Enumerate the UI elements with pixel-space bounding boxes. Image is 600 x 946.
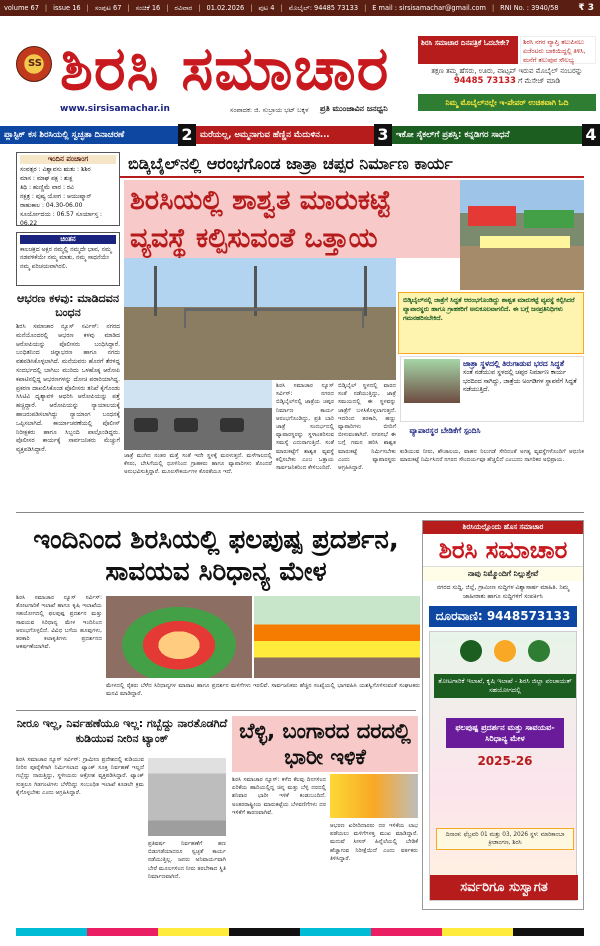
gold-bars-photo — [330, 774, 418, 818]
section-divider — [16, 512, 584, 513]
poster-event: ಫಲಪುಷ್ಪ ಪ್ರದರ್ಶನ ಮತ್ತು ಸಾವಯವ-ಸಿರಿಧಾನ್ಯ ಮೇಳ — [446, 718, 564, 748]
ad-subtitle: ನಾವು ನಿಮ್ಮೊಂದಿಗೆ ನಿಲ್ಲುತ್ತೇವೆ — [423, 567, 583, 581]
theft-story — [16, 292, 120, 502]
market-kicker: ಬಿಡ್ಕಿಬೈಲ್‌ನಲ್ಲಿ ಆರಂಭಗೊಂಡ ಜಾತ್ರಾ ಚಪ್ಪರ ನಿರ್ಮಾಣ ಕಾರ್ಯ — [120, 150, 584, 178]
newspaper-title: ಶಿರಸಿ ಸಮಾಚಾರ — [60, 34, 390, 104]
water-tank-headline: ನೀರೂ ಇಲ್ಲ, ನಿರ್ವಹಣೆಯೂ ಇಲ್ಲ: ಗಬ್ಬೆದ್ದು ನಾರತೊಡಗಿದೆ ಕುಡಿಯುವ ನೀರಿನ ಟ್ಯಾಂಕ್ — [16, 717, 228, 745]
print-color-strip — [16, 928, 584, 936]
gold-headline: ಬೆಳ್ಳಿ, ಬಂಗಾರದ ದರದಲ್ಲಿ ಭಾರೀ ಇಳಿಕೆ — [232, 716, 418, 772]
teaser-page-4[interactable]: ಇಕೋ ಸೈಕಲ್‌ಗೆ ಪ್ರಶಸ್ತಿ: ಕನ್ನಡಿಗರ ಸಾಧನೆ 4 — [392, 124, 600, 146]
newspaper-ad — [422, 520, 584, 910]
water-tank-body-2: ಪ್ರತಿವರ್ಷ ನಿರ್ವಹಣೆಗೆ ಹಣ ಬಿಡುಗಡೆಯಾದರೂ ಸ್ವಚ್ಛತೆ ಕಾರ್ಯ ನಡೆಯುತ್ತಿಲ್ಲ. ಜನರು ಅನಿವಾರ್ಯವಾಗಿ ಬೇರೆ ಮೂಲಗಳಿಂದ ನೀರು ತರಬೇಕಾದ ಸ್ಥಿತಿ ನಿರ್ಮಾಣವಾಗಿದೆ. — [148, 841, 226, 880]
whatsapp-signup: ತಕ್ಷಣ ತಮ್ಮ ಹೆಸರು, ಊರು, ವಾಟ್ಸಪ್ ಇರುವ ಮೊಬೈಲ್ ನಂಬರನ್ನು 94485 73133 ಗೆ ಮೆಸೇಜ್ ಮಾಡಿ — [431, 67, 583, 86]
epaper-banner: ನಿಮ್ಮ ಮೊಬೈಲ್‌ನಲ್ಲೇ ಇ-ಪೇಪರ್ ಉಚಿತವಾಗಿ ಓದಿ — [418, 94, 596, 111]
teaser-bar — [0, 124, 600, 146]
poster-dates: ದಿನಾಂಕ: ಫೆಬ್ರವರಿ 01 ಮತ್ತು 03, 2026 ಸ್ಥಳ: ಮಾರಿಕಾಂಬಾ ಕ್ರೀಡಾಂಗಣ, ಶಿರಸಿ — [436, 828, 574, 850]
website-link[interactable]: www.sirsisamachar.in — [60, 104, 170, 114]
price: ₹ 3 — [578, 3, 594, 13]
ad-top-strip: ಶಿರಸಿಯಲ್ಲೊಂದು ಹೊಸ ಸಮಾಚಾರ — [423, 521, 583, 534]
vendor-subhead: ವ್ಯಾಪಾರಸ್ಥರ ಬೇಡಿಕೆಗೆ ಸ್ಪಂದಿಸಿ — [409, 426, 481, 435]
whatsapp-number: 94485 73133 — [453, 76, 516, 86]
panchanga-title: ಇಂದಿನ ಪಂಚಾಂಗ — [20, 155, 116, 164]
theft-headline: ಆಭರಣ ಕಳವು: ಮಾಡಿದವನ ಬಂಧನ — [17, 292, 119, 319]
teaser-page-3[interactable]: ಮರೆಯಲ್ಲ, ಅಮ್ಮನಾಗುವ ಹೆಣ್ಣಿನ ಮೆದುಳಿನ... 3 — [196, 124, 392, 146]
weekday: ರವಿವಾರ — [174, 3, 193, 12]
market-body-1: ಶಿರಸಿ ಸಮಾಚಾರ ನ್ಯೂಸ್ ಸರ್ವಿಸ್: ನಗರದ ಬಿಡ್ಕಿಬೈಲ್‌ನಲ್ಲಿ ಜಾತ್ರೆಯ ಚಪ್ಪರ ನಿರ್ಮಾಣ ಕಾರ್ಯ ಆರಂಭಗೊಂಡಿದ್ದು, ಪ್ರತಿ ಬಾರಿ ಜಾತ್ರೆ ಸಂದರ್ಭದಲ್ಲಿ ವ್ಯಾಪಾರಸ್ಥರನ್ನು ಸ್ಥಳಾಂತರಿಸುವ ಸಮಸ್ಯೆ ಎದುರಾಗುತ್ತಿದೆ. ಸಂತೆ ಮಾರುಕಟ್ಟೆಗೆ ಶಾಶ್ವತ ವ್ಯವಸ್ಥೆ ಕಲ್ಪಿಸಬೇಕು ಎಂಬ ಒತ್ತಾಯ ಸಾರ್ವಜನಿಕರಿಂದ ಕೇಳಿಬಂದಿದೆ. — [276, 383, 334, 472]
editor-credit: ಸಂಪಾದಕ: ಜಿ. ಸುಬ್ರಾಯ ಭಟ್ ಬಕ್ಕಳ — [230, 106, 309, 114]
market-body-4: ಕುಡಿಯುವ ನೀರು, ಶೌಚಾಲಯ, ವಾಹನ ನಿಲುಗಡೆ ಸೇರಿದಂತೆ ಅಗತ್ಯ ವ್ಯವಸ್ಥೆಗಳೊಂದಿಗೆ ಆಧುನಿಕ ಮಾರುಕಟ್ಟೆ ನಿರ್ಮಿಸಿದರೆ ನಗರದ ಸೌಂದರ್ಯವೂ ಹೆಚ್ಚಲಿದೆ ಎಂಬುದು ನಾಗರಿಕರ ಅಭಿಪ್ರಾಯ. — [400, 449, 584, 464]
market-body-2: ಬಿಡ್ಕಿಬೈಲ್ ಸ್ಥಳದಲ್ಲಿ ವಾರದ ಸಂತೆ ನಡೆಯುತ್ತಿದ್ದು, ಜಾತ್ರೆ ಸಮಯದಲ್ಲಿ ಈ ಸ್ಥಳವನ್ನು ಜಾತ್ರೆಗೆ ಬಳಸಿಕೊಳ್ಳಲಾಗುತ್ತದೆ. ಇದರಿಂದ ತರಕಾರಿ, ಹಣ್ಣು ವ್ಯಾಪಾರಿಗಳು ಬೀದಿಗೆ ಬೀಳುವಂತಾಗಿದೆ. ನಗರಸಭೆ ಈ ಬಗ್ಗೆ ಗಮನ ಹರಿಸಿ ಶಾಶ್ವತ ಮಾರುಕಟ್ಟೆ ನಿರ್ಮಿಸಬೇಕು ಎಂದು ವ್ಯಾಪಾರಸ್ಥರು ಆಗ್ರಹಿಸಿದ್ದಾರೆ. — [338, 383, 396, 472]
page-count: ಪುಟ 4 — [258, 3, 275, 12]
volume: volume 67 — [4, 4, 39, 12]
newspaper-logo-icon: SS — [16, 46, 52, 82]
tagline: ಪ್ರತಿ ಮುಂಜಾವಿನ ಜನಧ್ವನಿ — [320, 104, 388, 113]
thought-title: ಚಿಂತನ — [20, 235, 116, 244]
section-divider-2 — [16, 710, 416, 711]
fair-headline: ಇಂದಿನಿಂದ ಶಿರಸಿಯಲ್ಲಿ ಫಲಪುಷ್ಪ ಪ್ರದರ್ಶನ, ಸಾವಯವ ಸಿರಿಧಾನ್ಯ ಮೇಳ — [33, 525, 399, 587]
delivery-promo: ಶಿರಸಿ ನಗರ ವ್ಯಾಪ್ತಿ ತಲುಪಿಸಲು ಏಜೆಂಟರು ಬಾಕಿಯಿದ್ದಲ್ಲಿ ತಿಳಿಸಿ, ಮನೆಗೆ ತಲುಪುವ ಸೌಲಭ್ಯ — [520, 36, 596, 64]
poster-banner: ತೋಟಗಾರಿಕೆ ಇಲಾಖೆ, ಕೃಷಿ ಇಲಾಖೆ - ಶಿರಸಿ ಜಿಲ್ಲಾ ಪಂಚಾಯತ್ ಸಹಯೋಗದಲ್ಲಿ — [434, 674, 576, 698]
parked-bikes-photo — [124, 380, 272, 450]
sanchike: ಸಂಚಿಕೆ 16 — [135, 3, 161, 12]
rni-number: RNI No. : 3940/58 — [500, 4, 559, 12]
market-headline: ಶಿರಸಿಯಲ್ಲಿ ಶಾಶ್ವತ ಮಾರುಕಟ್ಟೆ ವ್ಯವಸ್ಥೆ ಕಲ್ಪಿಸುವಂತೆ ಒತ್ತಾಯ — [124, 180, 460, 258]
stall-subhead: ಜಾತ್ರಾ ಸ್ಥಳದಲ್ಲಿ ತಿರುಗಾಡುವ ಭರದ ಸಿದ್ಧತೆ — [463, 359, 565, 368]
poster-year: 2025-26 — [477, 754, 533, 768]
water-tank-photo — [148, 758, 226, 836]
samputa: ಸಂಪುಟ 67 — [94, 3, 122, 12]
issue: issue 16 — [53, 4, 81, 12]
theft-body: ಶಿರಸಿ ಸಮಾಚಾರ ನ್ಯೂಸ್ ಸರ್ವಿಸ್: ನಗರದ ಮನೆಯೊಂದರಲ್ಲಿ ಆಭರಣ ಕಳವು ಮಾಡಿದ ಆರೋಪಿಯನ್ನು ಪೊಲೀಸರು ಬಂಧಿಸಿದ್ದಾರೆ. ಬಂಧಿತನಿಂದ ಚಿನ್ನಾಭರಣ ಹಾಗೂ ನಗದು ವಶಪಡಿಸಿಕೊಳ್ಳಲಾಗಿದೆ. ಮನೆಯವರು ಹೊರಗೆ ತೆರಳಿದ್ದ ಸಂದರ್ಭದಲ್ಲಿ ಬಾಗಿಲು ಮುರಿದು ಒಳಹೊಕ್ಕ ಆರೋಪಿ ಕಪಾಟಿನಲ್ಲಿದ್ದ ಆಭರಣಗಳನ್ನು ದೋಚಿ ಪರಾರಿಯಾಗಿದ್ದ. ಪ್ರಕರಣ ದಾಖಲಿಸಿಕೊಂಡ ಪೊಲೀಸರು ತನಿಖೆ ಕೈಗೊಂಡು ಸಿಸಿಟಿವಿ ದೃಶ್ಯಾವಳಿ ಆಧರಿಸಿ ಆರೋಪಿಯನ್ನು ಪತ್ತೆ ಹಚ್ಚಿದ್ದಾರೆ. ಆರೋಪಿಯನ್ನು ನ್ಯಾಯಾಲಯಕ್ಕೆ ಹಾಜರುಪಡಿಸಲಾಗಿದ್ದು ನ್ಯಾಯಾಂಗ ಬಂಧನಕ್ಕೆ ಒಪ್ಪಿಸಲಾಗಿದೆ. ಕಾರ್ಯಾಚರಣೆಯಲ್ಲಿ ಪೊಲೀಸ್ ನಿರೀಕ್ಷಕರು ಹಾಗೂ ಸಿಬ್ಬಂದಿ ಪಾಲ್ಗೊಂಡಿದ್ದರು. ಪೊಲೀಸರ ಕಾರ್ಯಕ್ಕೆ ಸಾರ್ವಜನಿಕರು ಮೆಚ್ಚುಗೆ ವ್ಯಕ್ತಪಡಿಸಿದ್ದಾರೆ. — [16, 323, 120, 454]
mobile-number: ಮೊಬೈಲ್: 94485 73133 — [288, 3, 359, 12]
ad-title: ಶಿರಸಿ ಸಮಾಚಾರ — [423, 534, 583, 567]
subscription-promo: ಶಿರಸಿ ಸಮಾಚಾರ ದಿನಪತ್ರಿಕೆ ಓದಬೇಕೇ? — [418, 36, 518, 64]
top-info-bar: volume 67 | issue 16 | ಸಂಪುಟ 67 | ಸಂಚಿಕೆ 16 | ರವಿವಾರ | 01.02.2026 | ಪುಟ 4 | ಮೊಬೈಲ್: 94485 73133 | E mail : sirsisamachar@gmail.com | RNI No. : 3940/58 ₹ 3 — [0, 0, 600, 16]
agriculture-logo-icon — [528, 640, 550, 662]
poster-welcome: ಸರ್ವರಿಗೂ ಸುಸ್ವಾಗತ — [430, 875, 578, 900]
flower-display-photo — [106, 596, 252, 678]
fair-body-2: ಮೇಳದಲ್ಲಿ ರೈತರು ಬೆಳೆದ ಸಿರಿಧಾನ್ಯಗಳ ಮಾರಾಟ ಹಾಗೂ ಪ್ರದರ್ಶನ ಮಳಿಗೆಗಳು ಇರಲಿವೆ. ಸಾರ್ವಜನಿಕರು ಹೆಚ್ಚಿನ ಸಂಖ್ಯೆಯಲ್ಲಿ ಭಾಗವಹಿಸಿ ಯಶಸ್ವಿಗೊಳಿಸುವಂತೆ ಸಂಘಟಕರು ಮನವಿ ಮಾಡಿದ್ದಾರೆ. — [106, 683, 420, 698]
water-tank-body: ಶಿರಸಿ ಸಮಾಚಾರ ನ್ಯೂಸ್ ಸರ್ವಿಸ್: ಗ್ರಾಮೀಣ ಪ್ರದೇಶದಲ್ಲಿ ಕುಡಿಯುವ ನೀರಿನ ಪೂರೈಕೆಗಾಗಿ ನಿರ್ಮಿಸಲಾದ ಟ್ಯಾಂಕ್ ಸೂಕ್ತ ನಿರ್ವಹಣೆ ಇಲ್ಲದೆ ಗಬ್ಬೆದ್ದು ನಾರುತ್ತಿದ್ದು, ಸ್ಥಳೀಯರು ಆಕ್ರೋಶ ವ್ಯಕ್ತಪಡಿಸಿದ್ದಾರೆ. ಟ್ಯಾಂಕ್ ಸುತ್ತಲೂ ಗಿಡಗಂಟಿಗಳು ಬೆಳೆದಿದ್ದು ಸಂಬಂಧಿತ ಇಲಾಖೆ ಕೂಡಲೇ ಕ್ರಮ ಕೈಗೊಳ್ಳಬೇಕು ಎಂದು ಆಗ್ರಹಿಸಿದ್ದಾರೆ. — [16, 757, 144, 796]
stall-photo — [404, 359, 460, 403]
masthead — [0, 16, 600, 114]
ad-phone[interactable]: ದೂರವಾಣಿ: 9448573133 — [429, 606, 577, 627]
horticulture-logo-icon — [460, 640, 482, 662]
market-stalls-photo — [460, 180, 584, 290]
email: E mail : sirsisamachar@gmail.com — [372, 4, 486, 12]
stall-preparation-box: ಜಾತ್ರಾ ಸ್ಥಳದಲ್ಲಿ ತಿರುಗಾಡುವ ಭರದ ಸಿದ್ಧತೆ ಸಂತೆ ನಡೆಯುವ ಸ್ಥಳದಲ್ಲಿ ಚಪ್ಪರ ನಿರ್ಮಾಣ ಕಾರ್ಯ ಭರದಿಂದ ಸಾಗಿದ್ದು, ಜಾತ್ರೆಯ ಅಂಗಡಿಗಳ ಸ್ಥಾಪನೆಗೆ ಸಿದ್ಧತೆ ನಡೆಯುತ್ತಿದೆ. — [400, 356, 584, 422]
market-summary-box: ಬಿಡ್ಕಿಬೈಲ್‌ನಲ್ಲಿ ಜಾತ್ರೆಗೆ ಸಿದ್ಧತೆ ಆರಂಭಗೊಂಡಿದ್ದು ಶಾಶ್ವತ ಮಾರುಕಟ್ಟೆ ವ್ಯವಸ್ಥೆ ಕಲ್ಪಿಸಿದರೆ ವ್ಯಾಪಾರಸ್ಥರು ಹಾಗೂ ಗ್ರಾಹಕರಿಗೆ ಅನುಕೂಲವಾಗಲಿದೆ. ಈ ಬಗ್ಗೆ ಜನಪ್ರತಿನಿಧಿಗಳು ಗಮನಹರಿಸಬೇಕಿದೆ. — [398, 292, 584, 354]
gold-body-2: ಆಭರಣ ಖರೀದಿದಾರರು ದರ ಇಳಿಕೆಯ ಲಾಭ ಪಡೆಯಲು ಮಳಿಗೆಗಳತ್ತ ಮುಖ ಮಾಡಿದ್ದಾರೆ. ಮದುವೆ ಸೀಸನ್ ಹಿನ್ನೆಲೆಯಲ್ಲಿ ಬೇಡಿಕೆ ಹೆಚ್ಚಾಗುವ ನಿರೀಕ್ಷೆಯಿದೆ ಎಂದು ವರ್ತಕರು ತಿಳಿಸಿದ್ದಾರೆ. — [330, 823, 418, 862]
flower-pots-photo — [254, 596, 420, 678]
fair-poster — [429, 631, 577, 901]
gold-body: ಶಿರಸಿ ಸಮಾಚಾರ ನ್ಯೂಸ್: ಕಳೆದ ಕೆಲವು ದಿನಗಳಿಂದ ಏರಿಕೆಯ ಹಾದಿಯಲ್ಲಿದ್ದ ಚಿನ್ನ ಮತ್ತು ಬೆಳ್ಳಿ ದರದಲ್ಲಿ ಶನಿವಾರ ಭಾರೀ ಇಳಿಕೆ ಕಂಡುಬಂದಿದೆ. ಅಂತರರಾಷ್ಟ್ರೀಯ ಮಾರುಕಟ್ಟೆಯ ಬೆಳವಣಿಗೆಗಳು ದರ ಇಳಿಕೆಗೆ ಕಾರಣವಾಗಿವೆ. — [232, 777, 326, 816]
teaser-page-2[interactable]: ಪ್ಲಾಸ್ಟಿಕ್‌ ಕಸ ಶಿರಸಿಯಲ್ಲಿ ಸ್ವಚ್ಛತಾ ದಿನಾಚರಣೆ 2 — [0, 124, 196, 146]
fair-ground-photo — [124, 258, 396, 380]
ad-body: ನಗರದ ಸುದ್ದಿ, ಜಿಲ್ಲೆ, ಗ್ರಾಮೀಣ ಸುದ್ದಿಗಳ ವಿಶ್ವಾಸಾರ್ಹ ಮಾಹಿತಿ. ನಿಮ್ಮ ಜಾಹೀರಾತು ಹಾಗೂ ಸುದ್ದಿಗಳಿಗೆ ಸಂಪರ್ಕಿಸಿ — [436, 584, 570, 600]
date: 01.02.2026 — [206, 4, 245, 12]
panchanga-box: ಇಂದಿನ ಪಂಚಾಂಗ ಸಂವತ್ಸರ : ವಿಶ್ವಾವಸು ಋತು : ಶಿಶಿರ ಮಾಸ : ಮಾಘ ಪಕ್ಷ : ಶುಕ್ಲ ತಿಥಿ : ಹುಣ್ಣಿಮೆ ವಾರ : ರವಿ ನಕ್ಷತ್ರ : ಪುಷ್ಯ ಯೋಗ : ಆಯುಷ್ಮಾನ್ ರಾಹುಕಾಲ : 04.30-06.00 ಸೂರ್ಯೋದಯ : 06.57 ಸೂರ್ಯಾಸ್ತ : 06.22 — [16, 152, 120, 226]
thought-box: ಚಿಂತನ ಕಾಲಚಕ್ರದ ಅಕ್ಷರ ನಮ್ಮಲ್ಲಿ ನಮ್ಮದೇ ಭಾವ, ನಮ್ಮ ನಡವಳಿಕೆಯೇ ನಮ್ಮ ಮಾತು, ನಮ್ಮ ಸಾಧನೆಯೇ ನಮ್ಮ ಪರಿಚಯವಾಗಿರಲಿ. — [16, 232, 120, 286]
fair-body: ಶಿರಸಿ ಸಮಾಚಾರ ನ್ಯೂಸ್ ಸರ್ವಿಸ್: ತೋಟಗಾರಿಕೆ ಇಲಾಖೆ ಹಾಗೂ ಕೃಷಿ ಇಲಾಖೆಯ ಸಹಯೋಗದಲ್ಲಿ ಫಲಪುಷ್ಪ ಪ್ರದರ್ಶನ ಮತ್ತು ಸಾವಯವ ಸಿರಿಧಾನ್ಯ ಮೇಳ ಇಂದಿನಿಂದ ಆರಂಭಗೊಳ್ಳಲಿದೆ. ವಿವಿಧ ಬಗೆಯ ಹೂವುಗಳು, ತರಕಾರಿ ಕಲಾಕೃತಿಗಳು ಪ್ರದರ್ಶನದ ಆಕರ್ಷಣೆಯಾಗಿವೆ. — [16, 595, 102, 651]
market-body-3: ಜಾತ್ರೆ ಮುಗಿದ ನಂತರ ಮತ್ತೆ ಸಂತೆ ಇದೇ ಸ್ಥಳಕ್ಕೆ ಮರಳುತ್ತದೆ. ಮಳೆಗಾಲದಲ್ಲಿ ಕೆಸರು, ಬೇಸಿಗೆಯಲ್ಲಿ ಧೂಳಿನಿಂದ ಗ್ರಾಹಕರು ಹಾಗೂ ವ್ಯಾಪಾರಿಗಳು ತೊಂದರೆ ಅನುಭವಿಸುತ್ತಿದ್ದಾರೆ. ಮೂಲಸೌಕರ್ಯಗಳ ಕೊರತೆಯೂ ಇದೆ. — [124, 453, 272, 476]
state-emblem-icon — [494, 640, 516, 662]
